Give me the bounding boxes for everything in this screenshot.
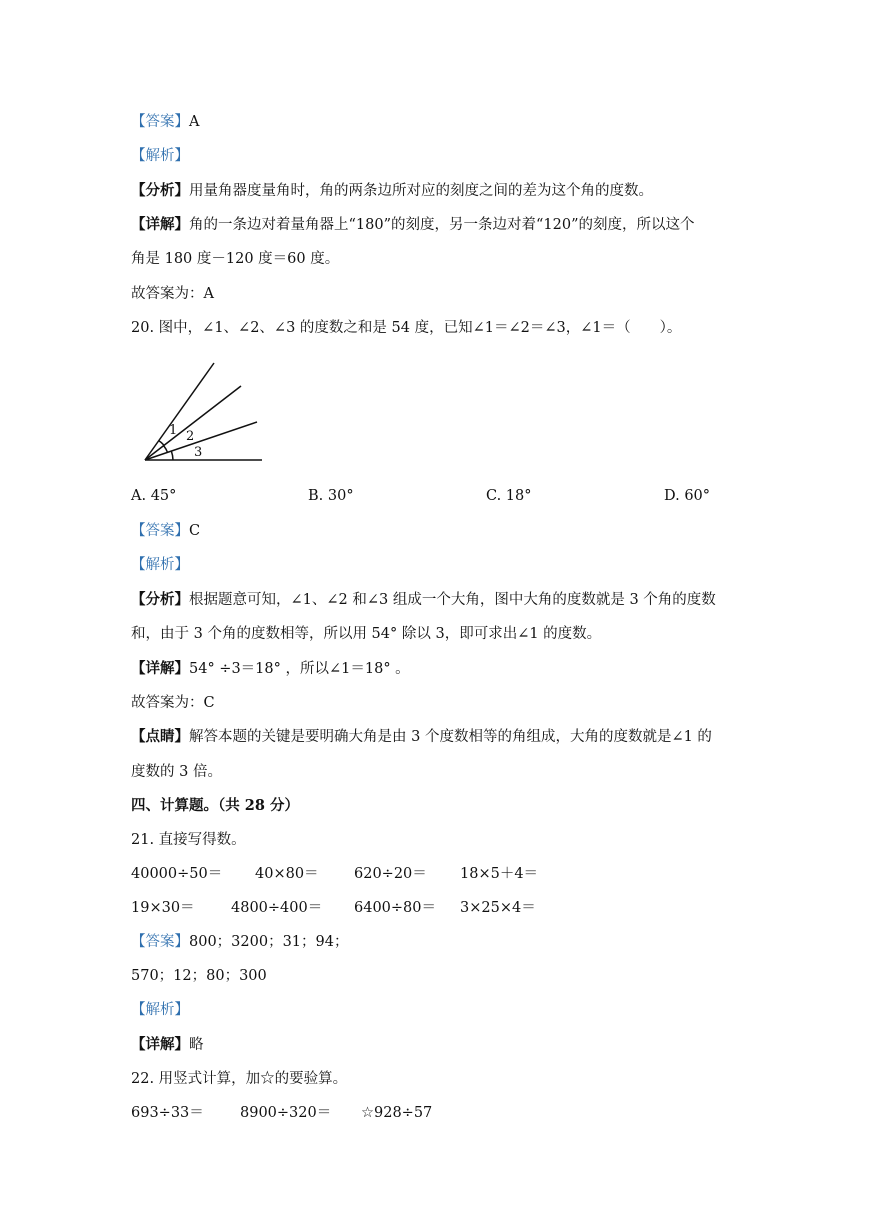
calc-item: 693÷33＝ [131,1105,204,1121]
calc-item: 6400÷80＝ [354,900,437,916]
calc-item: ☆928÷57 [361,1105,433,1121]
q20-fenxi-line-1 [131,590,716,610]
q20-final-answer: 故答案为：C [131,695,215,711]
answer-value: C [189,523,201,539]
angle-figure [140,356,270,466]
angle-label-3: 3 [194,445,203,460]
q19-detail-line-2: 角是 180 度－120 度＝60 度。 [131,251,340,267]
option-c: C. 18° [486,488,532,504]
q21-answer-line-1 [131,932,348,952]
q21-answer-line-2: 570；12；80；300 [131,968,267,984]
q20-fenxi-line-2: 和，由于 3 个角的度数相等，所以用 54° 除以 3，即可求出∠1 的度数。 [131,626,602,642]
q20-question: 20. 图中，∠1、∠2、∠3 的度数之和是 54 度，已知∠1＝∠2＝∠3，∠1＝（ ）。 [131,320,682,336]
detail-text: 54° ÷3＝18° ，所以∠1＝18° 。 [189,661,410,677]
calc-item: 3×25×4＝ [460,900,536,916]
detail-tag: 【详解】 [131,1036,189,1053]
angle-label-2: 2 [186,429,195,444]
calc-item: 18×5＋4＝ [460,866,539,882]
calc-item: 4800÷400＝ [231,900,323,916]
calc-item: 8900÷320＝ [240,1105,332,1121]
q20-dianjing-line-1 [131,727,712,747]
calc-item: 620÷20＝ [354,866,427,882]
option-a: A. 45° [131,488,177,504]
dianjing-tag: 【点睛】 [131,728,189,745]
fenxi-text: 根据题意可知，∠1、∠2 和∠3 组成一个大角，图中大角的度数就是 3 个角的度数 [189,592,716,608]
detail-tag: 【详解】 [131,660,189,677]
answer-tag: 【答案】 [131,523,189,539]
arc-1 [159,441,165,446]
ray-2 [145,386,241,460]
answer-tag: 【答案】 [131,114,189,130]
option-d: D. 60° [664,488,711,504]
calc-item: 40×80＝ [255,866,319,882]
q21-detail-line [131,1035,204,1055]
q21-analysis-tag: 【解析】 [131,1002,189,1018]
detail-text: 角的一条边对着量角器上“180”的刻度，另一条边对着“120”的刻度，所以这个 [189,217,695,233]
q20-detail-line [131,659,410,679]
q20-analysis-tag: 【解析】 [131,557,189,573]
detail-tag: 【详解】 [131,216,189,233]
q19-answer-line [131,112,199,132]
fenxi-tag: 【分析】 [131,591,189,608]
q20-answer-line [131,521,200,541]
arc-2 [164,446,168,453]
fenxi-tag: 【分析】 [131,182,189,199]
q19-detail-line-1 [131,215,695,235]
section-title: 四、计算题。（共 28 分） [131,797,300,814]
angle-label-1: 1 [169,423,178,438]
answer-value: 800；3200；31；94； [189,934,349,950]
q22-question: 22. 用竖式计算，加☆的要验算。 [131,1071,348,1087]
dianjing-text: 解答本题的关键是要明确大角是由 3 个度数相等的角组成，大角的度数就是∠1 的 [189,729,712,745]
q20-dianjing-line-2: 度数的 3 倍。 [131,764,222,780]
detail-text: 略 [189,1037,204,1053]
arc-3 [171,451,173,460]
calc-item: 40000÷50＝ [131,866,223,882]
q21-question: 21. 直接写得数。 [131,832,246,848]
q19-analysis-tag: 【解析】 [131,148,189,164]
answer-value: A [189,114,200,130]
answer-tag: 【答案】 [131,934,189,950]
fenxi-text: 用量角器度量角时，角的两条边所对应的刻度之间的差为这个角的度数。 [189,183,653,199]
option-b: B. 30° [308,488,354,504]
q19-final-answer: 故答案为：A [131,286,214,302]
ray-1 [145,363,214,460]
q19-fenxi-line [131,181,653,201]
calc-item: 19×30＝ [131,900,195,916]
